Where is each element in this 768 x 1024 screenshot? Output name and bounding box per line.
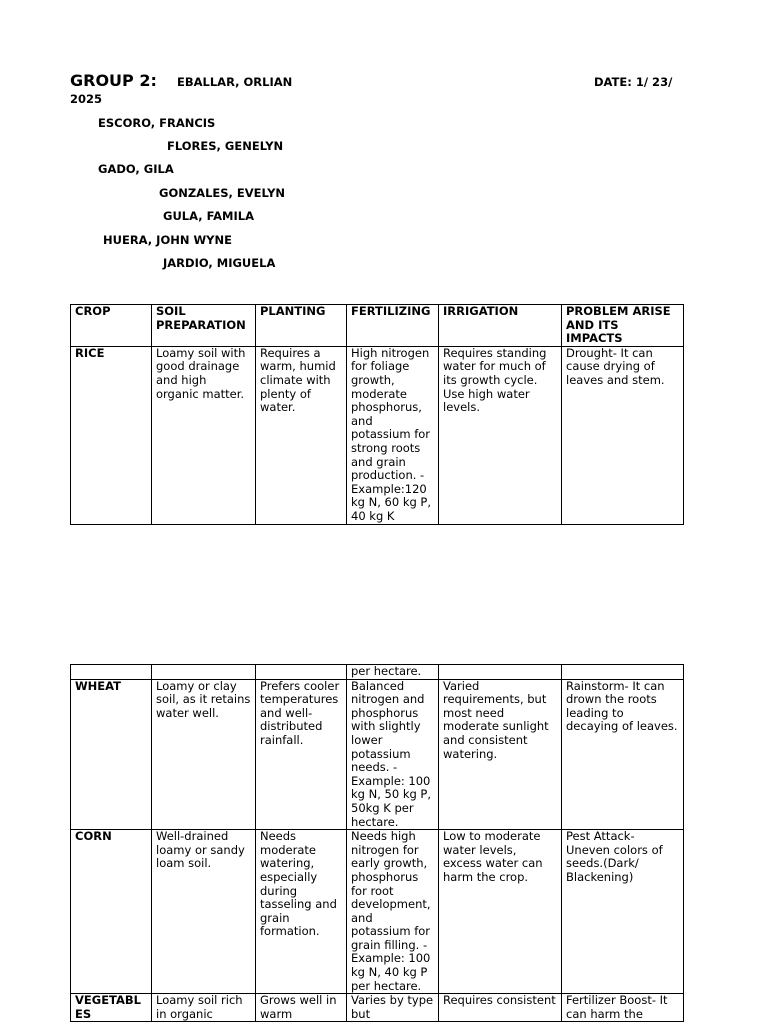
- fertilizing-cell: High nitrogen for foliage growth, moderate phosphorus, and potassium for strong roots and grain production. -Example:120 kg N, 60 kg P, 40 kg K: [347, 346, 439, 524]
- planting-cell: Grows well in warm: [256, 994, 347, 1022]
- fertilizing-cell: Varies by type but: [347, 994, 439, 1022]
- crop-table-page-1: [70, 304, 684, 525]
- column-header-soil-preparation: SOIL PREPARATION: [152, 305, 256, 347]
- planting-cell: Needs moderate watering, especially during tasseling and grain formation.: [256, 830, 347, 994]
- column-header-fertilizing: FERTILIZING: [347, 305, 439, 347]
- empty-cell: [71, 665, 152, 680]
- column-header-irrigation: IRRIGATION: [439, 305, 562, 347]
- fertilizing-continuation-cell: per hectare.: [347, 665, 439, 680]
- crop-name: VEGETABLES: [71, 994, 152, 1022]
- empty-cell: [152, 665, 256, 680]
- column-header-planting: PLANTING: [256, 305, 347, 347]
- member-name: EBALLAR, ORLIAN: [177, 75, 293, 89]
- table-row-continuation: [71, 665, 684, 680]
- table-row-corn: [71, 830, 684, 994]
- table-row-wheat: [71, 679, 684, 830]
- member-name: JARDIO, MIGUELA: [163, 256, 276, 270]
- crop-name: WHEAT: [71, 679, 152, 830]
- crop-table-page-2: [70, 664, 684, 1022]
- fertilizing-cell: Balanced nitrogen and phosphorus with slightly lower potassium needs. -Example: 100 kg N, 50 kg P, 50kg K per hectare.: [347, 679, 439, 830]
- fertilizing-cell: Needs high nitrogen for early growth, phosphorus for root development, and potassium for grain filling. -Example: 100 kg N, 40 kg P per hectare.: [347, 830, 439, 994]
- member-name: GADO, GILA: [98, 162, 174, 176]
- problem-cell: Fertilizer Boost- It can harm the: [562, 994, 684, 1022]
- crop-name: RICE: [71, 346, 152, 524]
- soil-preparation-cell: Well-drained loamy or sandy loam soil.: [152, 830, 256, 994]
- soil-preparation-cell: Loamy soil with good drainage and high organic matter.: [152, 346, 256, 524]
- irrigation-cell: Requires standing water for much of its growth cycle. Use high water levels.: [439, 346, 562, 524]
- planting-cell: Prefers cooler temperatures and well-distributed rainfall.: [256, 679, 347, 830]
- soil-preparation-cell: Loamy soil rich in organic: [152, 994, 256, 1022]
- empty-cell: [256, 665, 347, 680]
- table-header-row: [71, 305, 684, 347]
- table-row-rice: [71, 346, 684, 524]
- problem-cell: Drought- It can cause drying of leaves and stem.: [562, 346, 684, 524]
- crop-name: CORN: [71, 830, 152, 994]
- column-header-problem: PROBLEM ARISE AND ITS IMPACTS: [562, 305, 684, 347]
- problem-cell: Pest Attack- Uneven colors of seeds.(Dark/ Blackening): [562, 830, 684, 994]
- member-name: GULA, FAMILA: [163, 209, 254, 223]
- irrigation-cell: Varied requirements, but most need moderate sunlight and consistent watering.: [439, 679, 562, 830]
- column-header-crop: CROP: [71, 305, 152, 347]
- member-name: HUERA, JOHN WYNE: [103, 233, 232, 247]
- problem-cell: Rainstorm- It can drown the roots leading to decaying of leaves.: [562, 679, 684, 830]
- irrigation-cell: Low to moderate water levels, excess water can harm the crop.: [439, 830, 562, 994]
- member-name: ESCORO, FRANCIS: [98, 116, 216, 130]
- member-name: GONZALES, EVELYN: [159, 186, 286, 200]
- date-label: DATE: 1/ 23/: [594, 75, 673, 89]
- irrigation-cell: Requires consistent: [439, 994, 562, 1022]
- group-label: GROUP 2:: [70, 71, 157, 90]
- table-row-vegetables: [71, 994, 684, 1022]
- empty-cell: [439, 665, 562, 680]
- soil-preparation-cell: Loamy or clay soil, as it retains water well.: [152, 679, 256, 830]
- planting-cell: Requires a warm, humid climate with plenty of water.: [256, 346, 347, 524]
- date-year: 2025: [70, 92, 103, 106]
- empty-cell: [562, 665, 684, 680]
- member-name: FLORES, GENELYN: [167, 139, 284, 153]
